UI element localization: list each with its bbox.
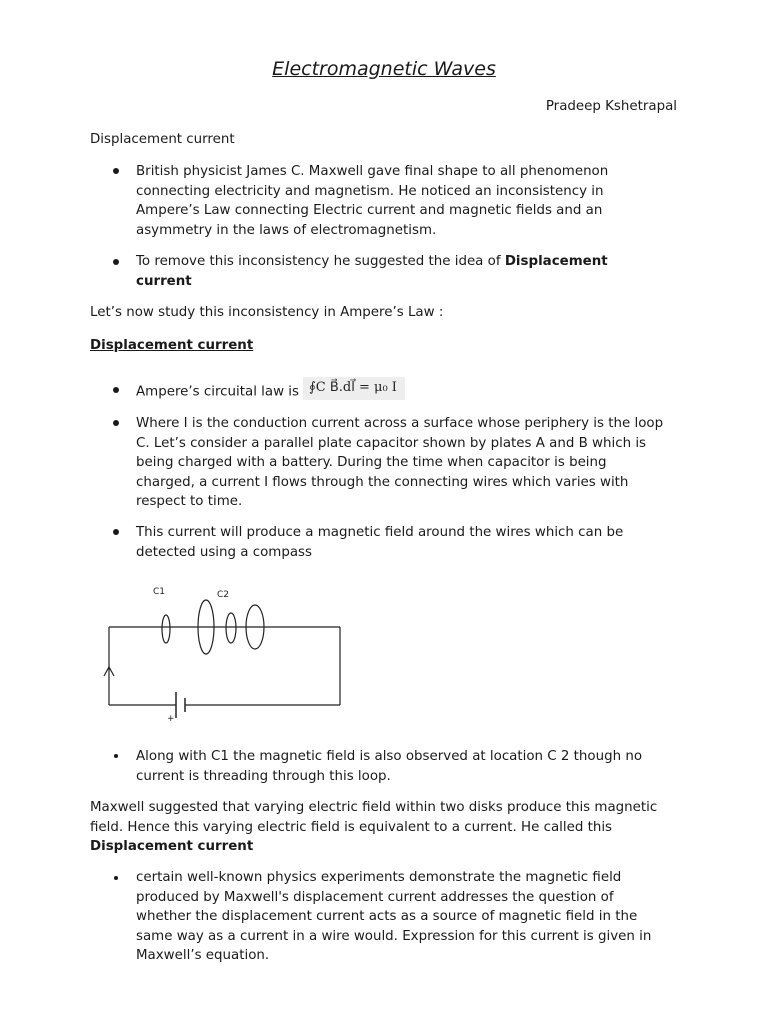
bullet-compass: This current will produce a magnetic field around the wires which can be detected using a compass bbox=[136, 525, 624, 560]
bullet-marker bbox=[114, 876, 118, 880]
bullet-maxwell: British physicist James C. Maxwell gave final shape to all phenomenon connecting electricity and magnetism. He noticed an inconsistency in Ampere’s Law connecting Electric current and magnetic fields and an asymmetry in the laws of electromagnetism. bbox=[136, 164, 609, 238]
loop-c2 bbox=[226, 613, 236, 643]
maxwell-bold-term: Displacement current bbox=[90, 839, 254, 854]
label-plus: + bbox=[167, 714, 175, 724]
bullet-marker bbox=[113, 420, 119, 426]
bullet-text: To remove this inconsistency he suggested the idea of bbox=[136, 254, 505, 269]
label-c2: C2 bbox=[217, 590, 230, 600]
section-heading: Displacement current bbox=[90, 338, 254, 353]
author-name: Pradeep Kshetrapal bbox=[545, 99, 677, 114]
amperes-law-formula: ∮C B⃗.dl⃗ = μ₀ I bbox=[303, 377, 405, 400]
bullet-marker bbox=[113, 529, 119, 535]
maxwell-paragraph bbox=[90, 798, 690, 857]
bullet-marker bbox=[113, 168, 119, 174]
label-c1: C1 bbox=[153, 587, 166, 597]
loop-c1 bbox=[162, 615, 170, 643]
bullet-where: Where I is the conduction current across a surface whose periphery is the loop C. Let’s consider a parallel plate capacitor shown by plates A and B which is being charged with a battery. During the time when capacitor is being charged, a current I flows through the connecting wires which varies with respect to time. bbox=[136, 416, 664, 509]
study-line: Let’s now study this inconsistency in Ampere’s Law : bbox=[90, 305, 444, 320]
maxwell-text: Maxwell suggested that varying electric field within two disks produce this magnetic field. Hence this varying electric field is equivalent to a current. He called this bbox=[90, 800, 658, 835]
bullet-remove-inconsistency bbox=[136, 252, 666, 291]
circuit-diagram bbox=[100, 578, 350, 728]
bold-term: Displacement current bbox=[136, 254, 608, 289]
bullet-marker bbox=[114, 754, 118, 758]
intro-heading: Displacement current bbox=[90, 132, 235, 147]
amperes-law-text: Ampere’s circuital law is bbox=[136, 384, 300, 400]
bullet-marker bbox=[113, 387, 119, 393]
bullet-final: certain well-known physics experiments demonstrate the magnetic field produced by Maxwell's displacement current addresses the question of whether the displacement current acts as a source of magnetic field in the same way as a current in a wire would. Expression for this current is given in Maxwell’s equation. bbox=[136, 870, 652, 963]
bullet-c2: Along with C1 the magnetic field is also observed at location C 2 though no current is threading through this loop. bbox=[136, 749, 643, 784]
bullet-amperes-law bbox=[136, 380, 666, 403]
page-title: Electromagnetic Waves bbox=[272, 58, 496, 80]
bullet-marker bbox=[113, 259, 119, 265]
